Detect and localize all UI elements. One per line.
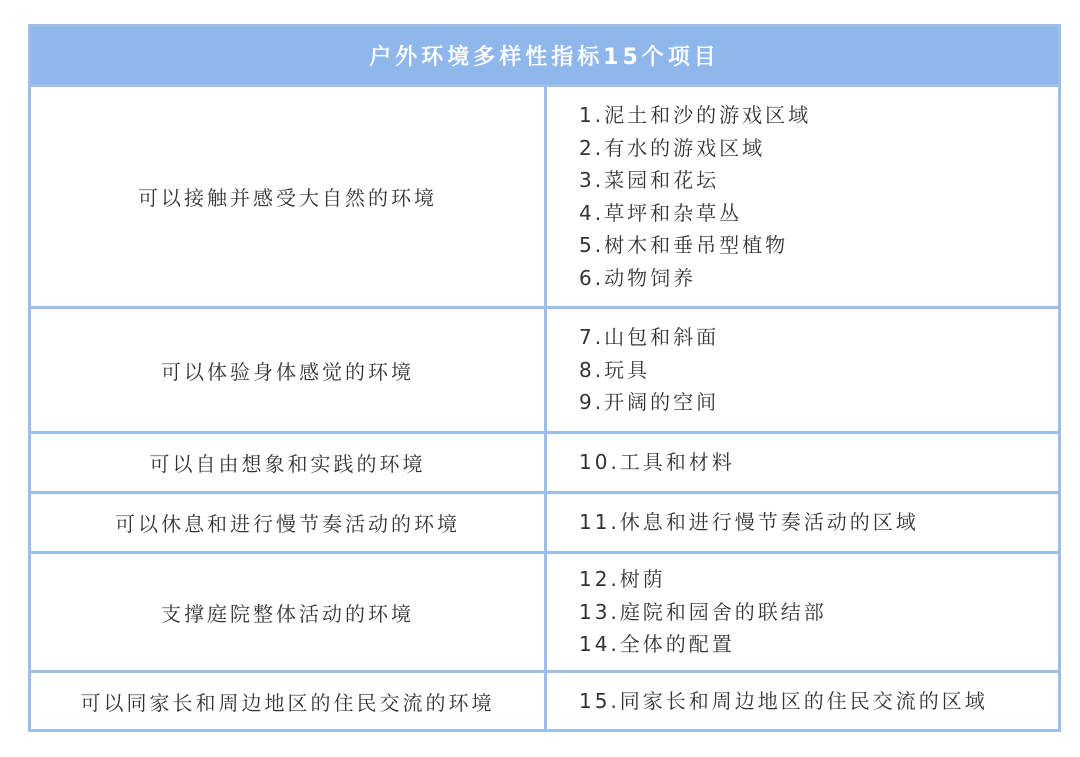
- items-cell: [546, 86, 1060, 308]
- list-item: 14.全体的配置: [579, 632, 735, 657]
- category-cell: 可以自由想象和实践的环境: [30, 433, 546, 493]
- items-cell: [546, 553, 1060, 672]
- category-cell: 可以体验身体感觉的环境: [30, 308, 546, 433]
- items-cell: [546, 308, 1060, 433]
- indicator-table-container: [28, 24, 1058, 732]
- list-item: 13.庭院和园舍的联结部: [579, 599, 827, 624]
- items-cell: [546, 493, 1060, 553]
- items-cell: [546, 433, 1060, 493]
- items-cell: [546, 672, 1060, 731]
- list-item: 11.休息和进行慢节奏活动的区域: [579, 510, 919, 535]
- table-row: [30, 553, 1060, 672]
- category-cell: 支撑庭院整体活动的环境: [30, 553, 546, 672]
- category-cell: 可以休息和进行慢节奏活动的环境: [30, 493, 546, 553]
- list-item: 12.树荫: [579, 567, 666, 592]
- list-item: 1.泥土和沙的游戏区域: [579, 103, 812, 127]
- table-row: [30, 86, 1060, 308]
- list-item: 4.草坪和杂草丛: [579, 200, 743, 225]
- list-item: 2.有水的游戏区域: [579, 135, 766, 160]
- list-item: 9.开阔的空间: [579, 390, 720, 415]
- indicator-table: [28, 24, 1061, 732]
- category-cell: 可以接触并感受大自然的环境: [30, 86, 546, 308]
- list-item: 10.工具和材料: [579, 450, 735, 475]
- table-row: [30, 672, 1060, 731]
- list-item: 8.玩具: [579, 357, 651, 382]
- list-item: 6.动物饲养: [579, 265, 697, 290]
- table-row: [30, 433, 1060, 493]
- category-cell: 可以同家长和周边地区的住民交流的环境: [30, 672, 546, 731]
- table-row: [30, 493, 1060, 553]
- list-item: 5.树木和垂吊型植物: [579, 233, 789, 257]
- list-item: 7.山包和斜面: [579, 325, 720, 350]
- list-item: 15.同家长和周边地区的住民交流的区域: [579, 688, 988, 713]
- table-row: [30, 308, 1060, 433]
- table-title: 户外环境多样性指标15个项目: [30, 26, 1060, 86]
- list-item: 3.菜园和花坛: [579, 168, 720, 192]
